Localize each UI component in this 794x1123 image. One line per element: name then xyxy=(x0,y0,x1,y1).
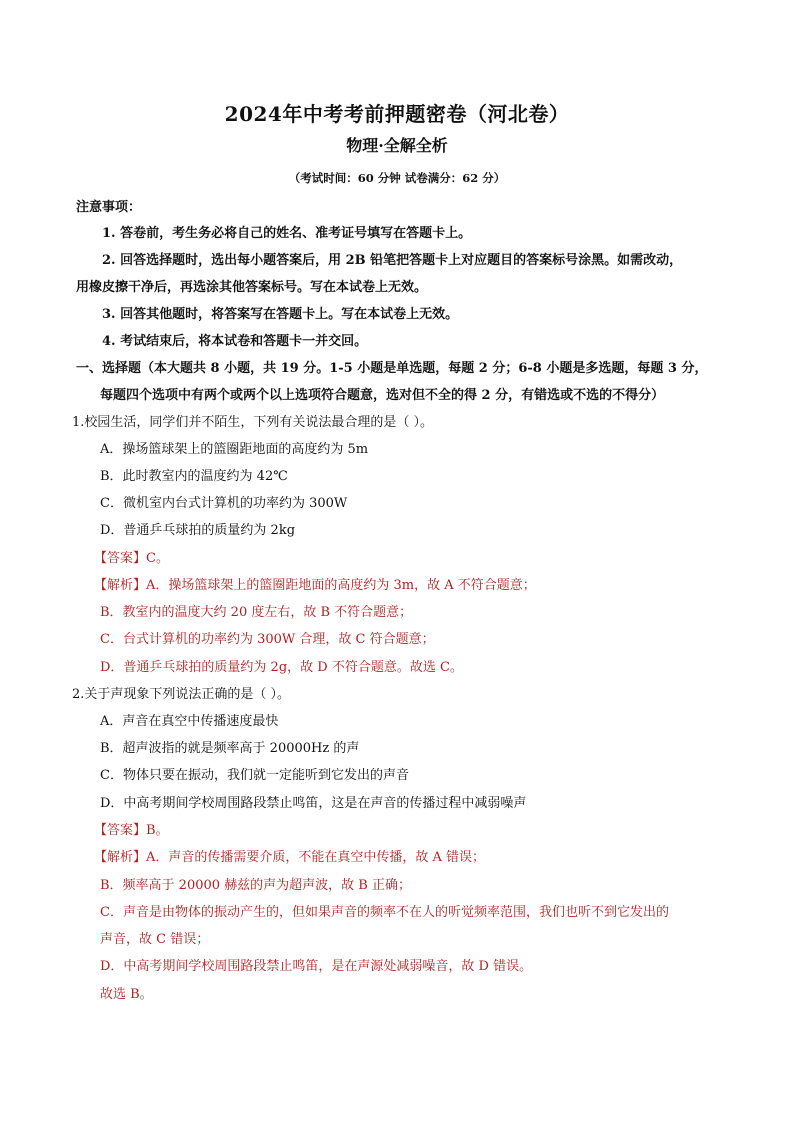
notice-item: 1. 答卷前，考生务必将自己的姓名、准考证号填写在答题卡上。 xyxy=(102,226,472,241)
analysis-line: C．台式计算机的功率约为 300W 合理，故 C 符合题意； xyxy=(100,632,435,647)
exam-info: （考试时间：60 分钟 试卷满分：62 分） xyxy=(288,171,506,185)
section-heading-cont: 每题四个选项中有两个或两个以上选项符合题意，选对但不全的得 2 分，有错选或不选的不得分） xyxy=(100,388,665,403)
question-option: D．普通乒乓球拍的质量约为 2kg xyxy=(100,523,296,538)
notice-item: 用橡皮擦干净后，再选涂其他答案标号。写在本试卷上无效。 xyxy=(76,280,428,295)
analysis-line: B．频率高于 20000 赫兹的声为超声波，故 B 正确； xyxy=(100,878,411,893)
analysis-line: D．普通乒乓球拍的质量约为 2g，故 D 不符合题意。故选 C。 xyxy=(100,660,463,675)
answer-label: 【答案】C。 xyxy=(94,551,169,566)
question-option: A．操场篮球架上的篮圈距地面的高度约为 5m xyxy=(100,442,369,457)
page-subtitle: 物理·全解全析 xyxy=(346,136,448,155)
analysis-line: D．中高考期间学校周围路段禁止鸣笛，是在声源处减弱噪音，故 D 错误。 xyxy=(100,959,533,974)
notice-item: 2. 回答选择题时，选出每小题答案后，用 2B 铅笔把答题卡上对应题目的答案标号涂黑。如需改动， xyxy=(102,253,683,268)
question-stem: 2.关于声现象下列说法正确的是（ ）。 xyxy=(72,687,291,702)
analysis-line: 声音，故 C 错误； xyxy=(100,932,210,947)
answer-label: 【答案】B。 xyxy=(94,823,169,838)
notice-heading: 注意事项： xyxy=(76,200,142,215)
question-option: B．此时教室内的温度约为 42℃ xyxy=(100,469,288,484)
analysis-line: C．声音是由物体的振动产生的，但如果声音的频率不在人的听觉频率范围，我们也听不到它发出的 xyxy=(100,905,669,920)
question-option: B．超声波指的就是频率高于 20000Hz 的声 xyxy=(100,741,360,756)
notice-item: 4. 考试结束后，将本试卷和答题卡一并交回。 xyxy=(102,334,368,349)
question-option: A．声音在真空中传播速度最快 xyxy=(100,714,279,729)
page-title: 2024年中考考前押题密卷（河北卷） xyxy=(224,102,570,126)
notice-item: 3. 回答其他题时，将答案写在答题卡上。写在本试卷上无效。 xyxy=(102,307,459,322)
analysis-line: 故选 B。 xyxy=(100,987,153,1002)
analysis-line: 【解析】A．声音的传播需要介质，不能在真空中传播，故 A 错误； xyxy=(94,850,486,865)
analysis-line: 【解析】A．操场篮球架上的篮圈距地面的高度约为 3m，故 A 不符合题意； xyxy=(94,578,536,593)
analysis-line: B．教室内的温度大约 20 度左右，故 B 不符合题意； xyxy=(100,605,413,620)
question-option: D．中高考期间学校周围路段禁止鸣笛，这是在声音的传播过程中减弱噪声 xyxy=(100,796,527,811)
question-option: C．微机室内台式计算机的功率约为 300W xyxy=(100,496,348,511)
question-stem: 1.校园生活，同学们并不陌生，下列有关说法最合理的是（ ）。 xyxy=(72,415,434,430)
section-heading: 一、选择题（本大题共 8 小题，共 19 分。1-5 小题是单选题，每题 2 分；6-8 小题是多选题，每题 3 分， xyxy=(76,361,708,376)
question-option: C．物体只要在振动，我们就一定能听到它发出的声音 xyxy=(100,768,409,783)
